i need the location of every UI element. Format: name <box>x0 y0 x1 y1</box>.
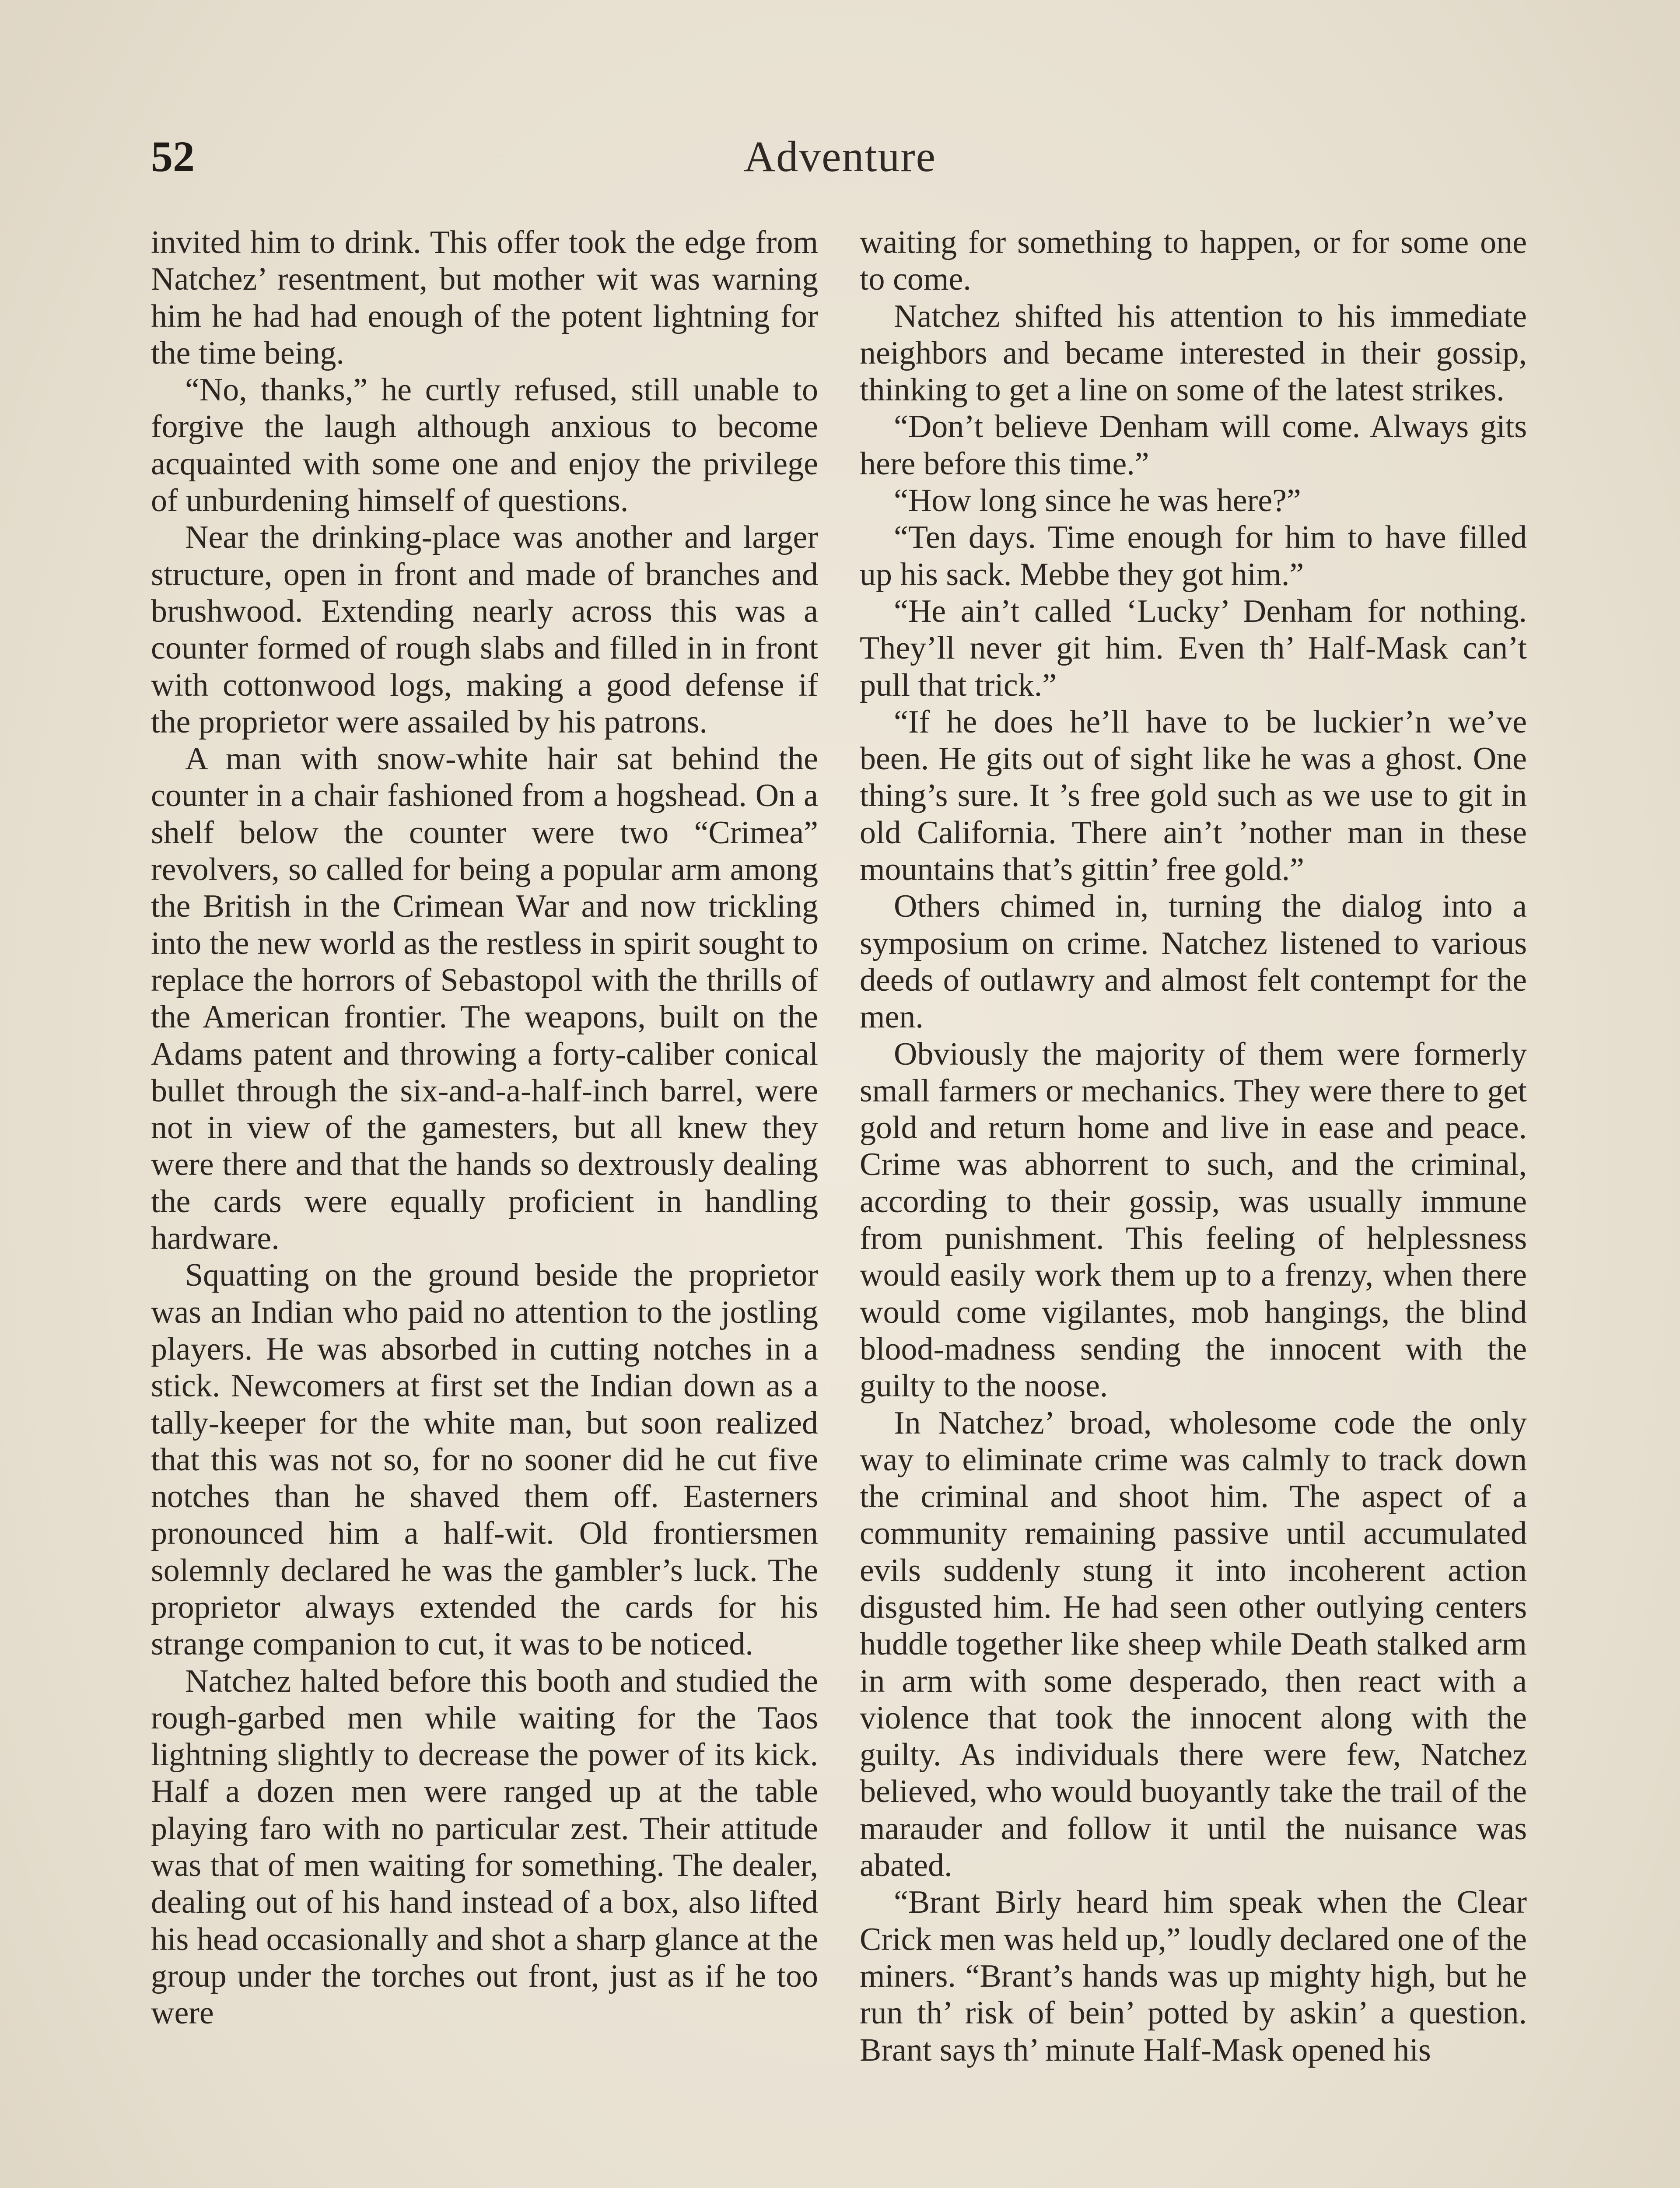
paragraph: “He ain’t called ‘Lucky’ Denham for nothing. They’ll never git him. Even th’ Half-Mask can’t pull that trick.” <box>860 593 1527 703</box>
right-text-column <box>860 224 1527 2069</box>
paragraph: Near the drinking-place was another and larger structure, open in front and made of branches and brushwood. Extending nearly across this was a counter formed of rough slabs and filled in in front with cottonwood logs, making a good defense if the proprietor were assailed by his patrons. <box>151 519 818 740</box>
paragraph: Squatting on the ground beside the proprietor was an Indian who paid no attention to the jostling players. He was absorbed in cutting notches in a stick. Newcomers at first set the Indian down as a tally-keeper for the white man, but soon realized that this was not so, for no sooner did he cut five notches than he shaved them off. Easterners pronounced him a half-wit. Old frontiersmen solemnly declared he was the gambler’s luck. The proprietor always extended the cards for his strange companion to cut, it was to be noticed. <box>151 1257 818 1662</box>
paragraph: “No, thanks,” he curtly refused, still unable to forgive the laugh although anxious to become acquainted with some one and enjoy the privilege of unburdening himself of questions. <box>151 372 818 519</box>
paragraph: “How long since he was here?” <box>894 483 1301 519</box>
paragraph: Natchez shifted his attention to his immediate neighbors and became interested in their gossip, thinking to get a line on some of the latest strikes. <box>860 298 1527 408</box>
left-text-column <box>151 224 818 2032</box>
paragraph: “Don’t believe Denham will come. Always gits here before this time.” <box>860 409 1527 482</box>
paragraph: Obviously the majority of them were formerly small farmers or mechanics. They were there to get gold and return home and live in ease and peace. Crime was abhorrent to such, and the criminal, according to their gossip, was usually immune from punishment. This feeling of helplessness would easily work them up to a frenzy, when there would come vigilantes, mob hangings, the blind blood-madness sending the innocent with the guilty to the noose. <box>860 1036 1527 1404</box>
paragraph: waiting for something to happen, or for some one to come. <box>860 224 1527 298</box>
paragraph: A man with snow-white hair sat behind the counter in a chair fashioned from a hogshead. On a shelf below the counter were two “Crimea” revolvers, so called for being a popular arm among the British in the Crimean War and now trickling into the new world as the restless in spirit sought to replace the horrors of Sebastopol with the thrills of the American frontier. The weapons, built on the Adams patent and throwing a forty-caliber conical bullet through the six-and-a-half-inch barrel, were not in view of the gamesters, but all knew they were there and that the hands so dextrously dealing the cards were equally proficient in handling hardware. <box>151 741 818 1257</box>
paragraph: Natchez halted before this booth and studied the rough-garbed men while waiting for the Taos lightning slightly to decrease the power of its kick. Half a dozen men were ranged up at the table playing faro with no particular zest. Their attitude was that of men waiting for something. The dealer, dealing out of his hand instead of a box, also lifted his head occasionally and shot a sharp glance at the group under the torches out front, just as if he too were <box>151 1663 818 2031</box>
paragraph: “Brant Birly heard him speak when the Clear Crick men was held up,” loudly declared one of the miners. “Brant’s hands was up mighty high, but he run th’ risk of bein’ potted by askin’ a question. Brant says th’ minute Half-Mask opened his <box>860 1884 1527 2068</box>
paragraph: invited him to drink. This offer took the edge from Natchez’ resentment, but mother wit was warning him he had had enough of the potent lightning for the time being. <box>151 224 818 371</box>
page-number: 52 <box>151 132 195 181</box>
paragraph: “If he does he’ll have to be luckier’n we’ve been. He gits out of sight like he was a ghost. One thing’s sure. It ’s free gold such as we use to git in old California. There ain’t ’nother man in these mountains that’s gittin’ free gold.” <box>860 704 1527 888</box>
paragraph: “Ten days. Time enough for him to have filled up his sack. Mebbe they got him.” <box>860 519 1527 593</box>
running-title: Adventure <box>743 132 937 181</box>
paragraph: Others chimed in, turning the dialog into a symposium on crime. Natchez listened to various deeds of outlawry and almost felt contempt for the men. <box>860 888 1527 1035</box>
paragraph: In Natchez’ broad, wholesome code the only way to eliminate crime was calmly to track down the criminal and shoot him. The aspect of a community remaining passive until accumulated evils suddenly stung it into incoherent action disgusted him. He had seen other outlying centers huddle together like sheep while Death stalked arm in arm with some desperado, then react with a violence that took the innocent along with the guilty. As individuals there were few, Natchez believed, who would buoyantly take the trail of the marauder and follow it until the nuisance was abated. <box>860 1405 1527 1884</box>
